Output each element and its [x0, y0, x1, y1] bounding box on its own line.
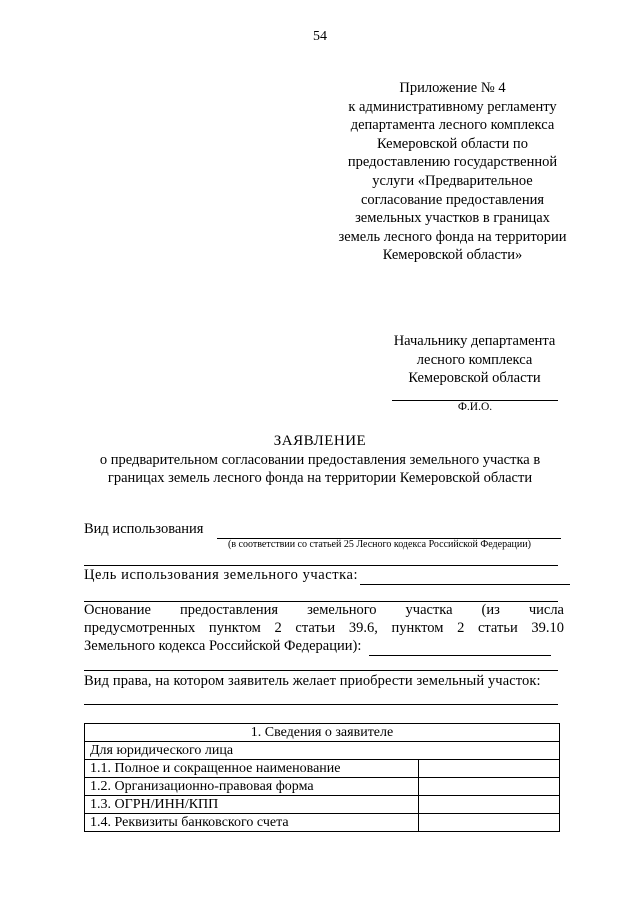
- row-value-cell[interactable]: [419, 778, 560, 796]
- appendix-line: Приложение № 4: [399, 80, 506, 96]
- addressee-line: лесного комплекса: [416, 351, 533, 368]
- document-title: ЗАЯВЛЕНИЕ: [273, 433, 367, 449]
- addressee-line: Кемеровской области: [408, 370, 541, 387]
- appendix-line: предоставлению государственной: [347, 154, 558, 171]
- addressee-block: [372, 332, 577, 388]
- use-type-extra-line[interactable]: [84, 565, 558, 566]
- appendix-line: земель лесного фонда на территории: [338, 228, 567, 245]
- basis-text-line: предусмотренных пунктом 2 статьи 39.6, пунктом 2 статьи 39.10: [84, 620, 564, 636]
- table-row: [85, 796, 560, 814]
- appendix-line: департамента лесного комплекса: [350, 117, 555, 134]
- basis-text-line: Основание предоставления земельного участка (из числа: [84, 602, 564, 618]
- appendix-line: Кемеровской области»: [382, 247, 523, 264]
- table-subheader-row: [85, 742, 560, 760]
- right-type-field-line[interactable]: [84, 704, 558, 705]
- applicant-info-table: [84, 723, 560, 832]
- table-row: [85, 778, 560, 796]
- table-row: [85, 814, 560, 832]
- basis-text-line: Земельного кодекса Российской Федерации):: [84, 638, 362, 654]
- page-number: 54: [313, 29, 327, 44]
- subtitle-line: о предварительном согласовании предоставления земельного участка в: [99, 452, 541, 468]
- table-header-row: [85, 724, 560, 742]
- purpose-label: Цель использования земельного участка:: [84, 567, 359, 583]
- row-value-cell[interactable]: [419, 814, 560, 832]
- row-label-cell: 1.3. ОГРН/ИНН/КПП: [85, 796, 419, 814]
- use-type-hint: (в соответствии со статьей 25 Лесного кодекса Российской Федерации): [228, 539, 531, 550]
- use-type-label: Вид использования: [84, 521, 204, 537]
- row-label-cell: 1.2. Организационно-правовая форма: [85, 778, 419, 796]
- appendix-line: услуги «Предварительное: [372, 172, 533, 189]
- appendix-line: земельных участков в границах: [355, 210, 550, 227]
- table-row: [85, 760, 560, 778]
- appendix-block: [325, 79, 580, 265]
- row-label-cell: 1.1. Полное и сокращенное наименование: [85, 760, 419, 778]
- document-subtitle: [80, 451, 560, 488]
- purpose-field-line[interactable]: [360, 584, 570, 585]
- basis-extra-line[interactable]: [84, 670, 558, 671]
- fio-label: Ф.И.О.: [457, 401, 493, 413]
- basis-field-line[interactable]: [369, 655, 551, 656]
- right-type-label: Вид права, на котором заявитель желает приобрести земельный участок:: [84, 673, 541, 689]
- appendix-line: к административному регламенту: [348, 98, 557, 115]
- section-title-cell: 1. Сведения о заявителе: [85, 724, 560, 742]
- subheader-cell: Для юридического лица: [85, 742, 560, 760]
- row-value-cell[interactable]: [419, 760, 560, 778]
- addressee-line: Начальнику департамента: [393, 333, 556, 349]
- subtitle-line: границах земель лесного фонда на территории Кемеровской области: [107, 470, 533, 487]
- appendix-line: Кемеровской области по: [377, 135, 528, 152]
- row-value-cell[interactable]: [419, 796, 560, 814]
- appendix-line: согласование предоставления: [360, 191, 545, 208]
- row-label-cell: 1.4. Реквизиты банковского счета: [85, 814, 419, 832]
